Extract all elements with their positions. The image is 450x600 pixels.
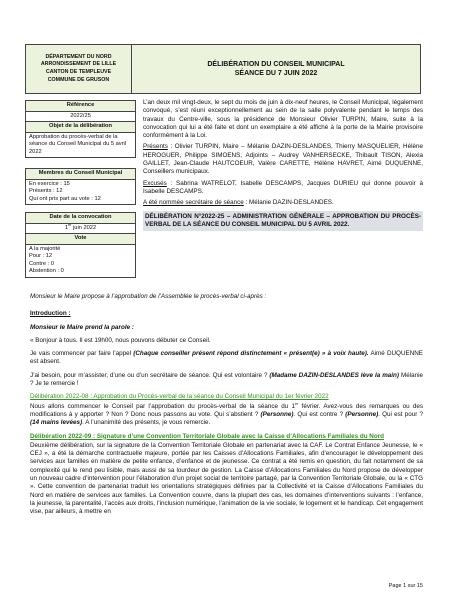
arrondissement-line: ARRONDISSEMENT DE LILLE — [40, 61, 117, 68]
excuses-label: Excusés — [143, 179, 167, 187]
members-box — [25, 168, 136, 205]
members-label: Membres du Conseil Municipal — [26, 169, 135, 180]
appel-text: Je vais commencer par faire l’appel — [30, 350, 134, 358]
members-presents: Présents : 12 — [29, 188, 63, 195]
secretaire-paragraph-body — [30, 372, 423, 389]
d08-abstention: (Personne) — [260, 410, 294, 418]
d08-pour: (14 mains levées) — [30, 419, 83, 427]
secretaire-thanks: Mélanie ? Je te remercie ! — [30, 371, 424, 388]
appel-absent: Aimé DUQUENNE est absent. — [30, 350, 423, 366]
d08-part-h: . A l’unanimité des présents, je vous remercie. — [82, 419, 211, 427]
intro-paragraph: L’an deux mil vingt-deux, le sept du mois de juin à dix-neuf heures, le Conseil Municipal, légalement convoqué, s’est réuni exceptionnellement au sein de la salle polyvalente pendant le temps des travaux du Centre-ville, sous la présidence de Monsieur Olivier TURPIN, Maire, suite à la convocation qui lui a été faite et dont un exemplaire a été affiché à la porte de la Mairie provisoire conformément à la Loi. — [143, 99, 423, 140]
d08-part-d: . Qui est contre ? — [293, 410, 346, 418]
deliberation-08-text — [30, 403, 423, 428]
introduction-heading: Introduction : — [30, 310, 71, 318]
deliberation-09-text: Deuxième délibération, sur la signature de la Convention Territoriale Globale en partenariat avec la CAF. Le Contrat Enfance Jeunesse, le « CEJ », a été la démarche contractuelle majeure, portée par les Caisses d’Allocations Familiales, afin d’encourager le développement des services aux familles en matière de petite enfance, d’enfance et de jeunesse. Ce contrat a été remis en question, du fait notamment de sa complexité qui le rend peu lisible, mais aussi de sa lourdeur de gestion. La Caisse d’Allocations Familiales du Nord propose de développer un nouveau cadre d’intervention pour l’élaboration d’un projet social de territoire partagé, par la Convention Territoriale Globale, ou la « CTG ». Cette convention de partenariat traduit les orientations stratégiques définies par la Collectivité et la Caisse d’Allocations Familiales du Nord en matière de services aux familles. La Convention couvre, dans la plupart des cas, les domaines d’interventions suivants : l’enfance, la jeunesse, la parentalité, l’accès aux droits, l’inclusion numérique, l’animation de la vie sociale, le logement et le handicap. Cet engagement vise, par ailleurs, à mettre en — [30, 441, 423, 516]
document-title: DÉLIBÉRATION DU CONSEIL MUNICIPAL — [207, 60, 345, 68]
objet-label: Objet de la délibération — [26, 122, 135, 133]
convocation-day: 1 — [64, 224, 69, 231]
convocation-vote-box — [25, 212, 136, 278]
d08-contre: (Personne) — [345, 410, 379, 418]
convocation-date — [26, 224, 135, 235]
deliberation-09-heading: Délibération 2022-09 : Signature d’une Convention Territoriale Globale avec la Caisse d’Allocations Familiales du Nord — [30, 432, 385, 440]
excuses-paragraph — [143, 180, 423, 197]
members-votants: Qui ont pris part au vote : 12 — [29, 195, 101, 202]
appel-note: (Chaque conseiller présent répond distinctement « présent(e) » à voix haute). — [133, 350, 369, 358]
session-date: SÉANCE DU 7 JUIN 2022 — [234, 70, 318, 77]
vote-pour: Pour : 12 — [29, 253, 53, 260]
administrative-block — [25, 44, 132, 94]
convocation-sup: er — [68, 222, 72, 227]
proposal-line: Monsieur le Maire propose à l’approbation de l’Assemblée le procès-verbal ci-après : — [30, 293, 267, 300]
d08-part-b: février. Avez-vous des remarques ou des modifications à y apporter ? Non ? Donc nous passons au vote. Qui s’abstient ? — [30, 402, 423, 418]
d08-sup: er — [294, 401, 299, 406]
maire-prend-parole: Monsieur le Maire prend la parole : — [30, 323, 134, 331]
department-line: DÉPARTEMENT DU NORD — [45, 53, 112, 60]
vote-contre: Contre : 0 — [29, 260, 54, 267]
secretaire-paragraph — [143, 199, 423, 207]
reference-box — [25, 100, 136, 158]
deliberation-08-heading: Délibération 2022-08 : Approbation du Procès-verbal de la séance du Conseil Municipal du 1er février 2022 — [30, 393, 329, 401]
secretaire-text: : Mélanie DAZIN-DESLANDES. — [243, 199, 334, 207]
reference-value: 2022/25 — [26, 112, 135, 123]
vote-label: Vote — [26, 234, 135, 245]
excuses-text: : Sabrina WATRELOT, Isabelle DESCAMPS, Jacques DURIEU qui donne pouvoir à Isabelle DESCAMPS. — [143, 179, 423, 195]
secretaire-label: A été nommée secrétaire de séance — [143, 199, 244, 207]
document-title-block — [132, 44, 421, 94]
convocation-label: Date de la convocation — [26, 213, 135, 224]
objet-value: Approbation du procès-verbal de la séance du Conseil Municipal du 5 avril 2022 — [29, 133, 127, 155]
reference-label: Référence — [26, 101, 135, 112]
convocation-rest: juin 2022 — [71, 224, 97, 231]
greeting-paragraph: « Bonjour à tous. Il est 19h00, nous pouvons débuter ce Conseil. — [30, 336, 211, 344]
d08-part-f: . Qui est pour ? — [378, 410, 423, 418]
secretaire-question: J’ai besoin, pour m’assister, d’une ou d’un secrétaire de séance. Qui est volontaire ? — [30, 371, 270, 379]
body-section — [30, 293, 423, 519]
vote-abstention: Abstention : 0 — [29, 268, 64, 275]
deliberation-title: DÉLIBÉRATION N°2022-25 – ADMINISTRATION GÉNÉRALE – APPROBATION DU PROCÈS-VERBAL DE LA SÉANCE DU CONSEIL MUNICIPAL DU 5 AVRIL 2022. — [143, 211, 423, 232]
main-column — [143, 99, 423, 231]
presents-text: : Olivier TURPIN, Maire – Mélanie DAZIN-DESLANDES, Thierry MASQUELIER, Hélène HEROGUER, Philippe SIMOENS, Adjoints – Audrey VANHERSECKE, Thibault TISON, Alexia GAILLET, Jean-Claude HAUTCOEUR, Valère CARETTE, Hélène HAVRET, Aimé DUQUENNE, Conseillers municipaux. — [143, 143, 423, 176]
secretaire-note: (Madame DAZIN-DESLANDES lève la main) — [269, 371, 399, 379]
d08-part-a: Nous allons commencer le Conseil par l’approbation du procès-verbal de la séance du 1 — [30, 402, 295, 410]
header — [25, 44, 421, 94]
canton-line: CANTON DE TEMPLEUVE — [45, 69, 112, 75]
members-en-exercice: En exercice : 15 — [29, 180, 70, 187]
presents-label: Présents — [143, 143, 168, 151]
commune-line: COMMUNE DE GRUSON — [47, 76, 110, 83]
vote-majority: A la majorité — [29, 245, 61, 252]
presents-paragraph — [143, 143, 423, 176]
appel-paragraph — [30, 350, 423, 367]
page-number: Page 1 sur 15 — [388, 583, 423, 589]
